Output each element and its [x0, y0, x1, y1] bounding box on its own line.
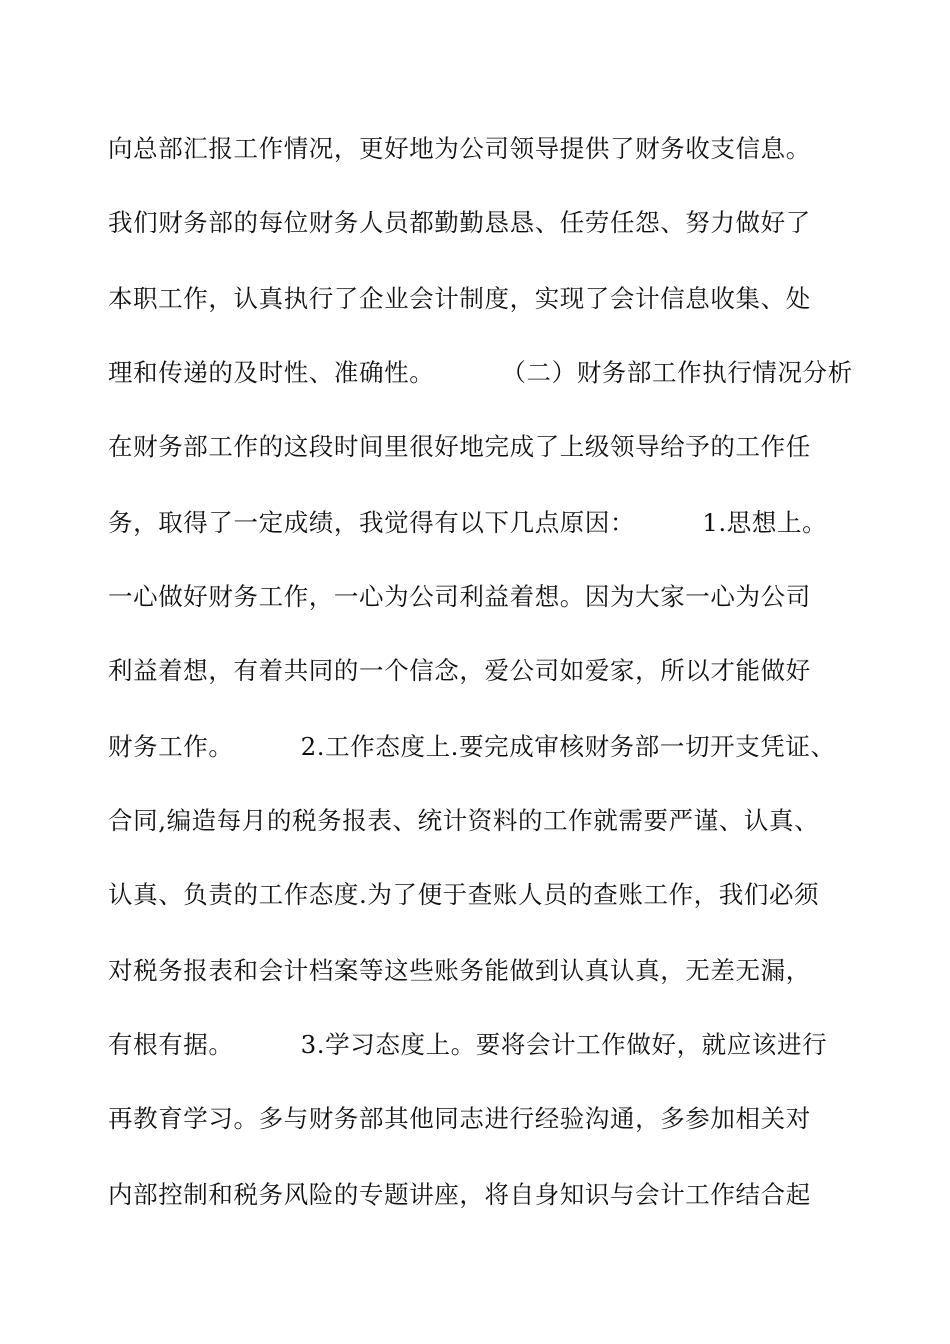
text-line: 认真、负责的工作态度.为了便于查账人员的查账工作，我们必须	[108, 880, 820, 909]
text-line: 合同,编造每月的税务报表、统计资料的工作就需要严谨、认真、	[108, 806, 820, 835]
text-line: 财务工作。 2.工作态度上.要完成审核财务部一切开支凭证、	[108, 732, 836, 761]
text-line: 向总部汇报工作情况，更好地为公司领导提供了财务收支信息。	[108, 134, 811, 163]
text-line: 有根有据。 3.学习态度上。要将会计工作做好，就应该进行	[108, 1030, 828, 1059]
text-line: 我们财务部的每位财务人员都勤勤恳恳、任劳任怨、努力做好了	[108, 208, 811, 237]
text-line: 对税务报表和会计档案等这些账务能做到认真认真，无差无漏，	[108, 956, 811, 985]
text-line: 内部控制和税务风险的专题讲座，将自身知识与会计工作结合起	[108, 1180, 811, 1209]
text-line: 再教育学习。多与财务部其他同志进行经验沟通，多参加相关对	[108, 1104, 811, 1133]
text-line: 务，取得了一定成绩，我觉得有以下几点原因： 1.思想上。	[108, 508, 828, 537]
text-line: 理和传递的及时性、准确性。 （二）财务部工作执行情况分析	[108, 358, 853, 387]
text-line: 在财务部工作的这段时间里很好地完成了上级领导给予的工作任	[108, 432, 811, 461]
text-line: 本职工作，认真执行了企业会计制度，实现了会计信息收集、处	[108, 284, 811, 313]
text-line: 一心做好财务工作，一心为公司利益着想。因为大家一心为公司	[108, 582, 811, 611]
text-line: 利益着想，有着共同的一个信念，爱公司如爱家，所以才能做好	[108, 656, 811, 685]
